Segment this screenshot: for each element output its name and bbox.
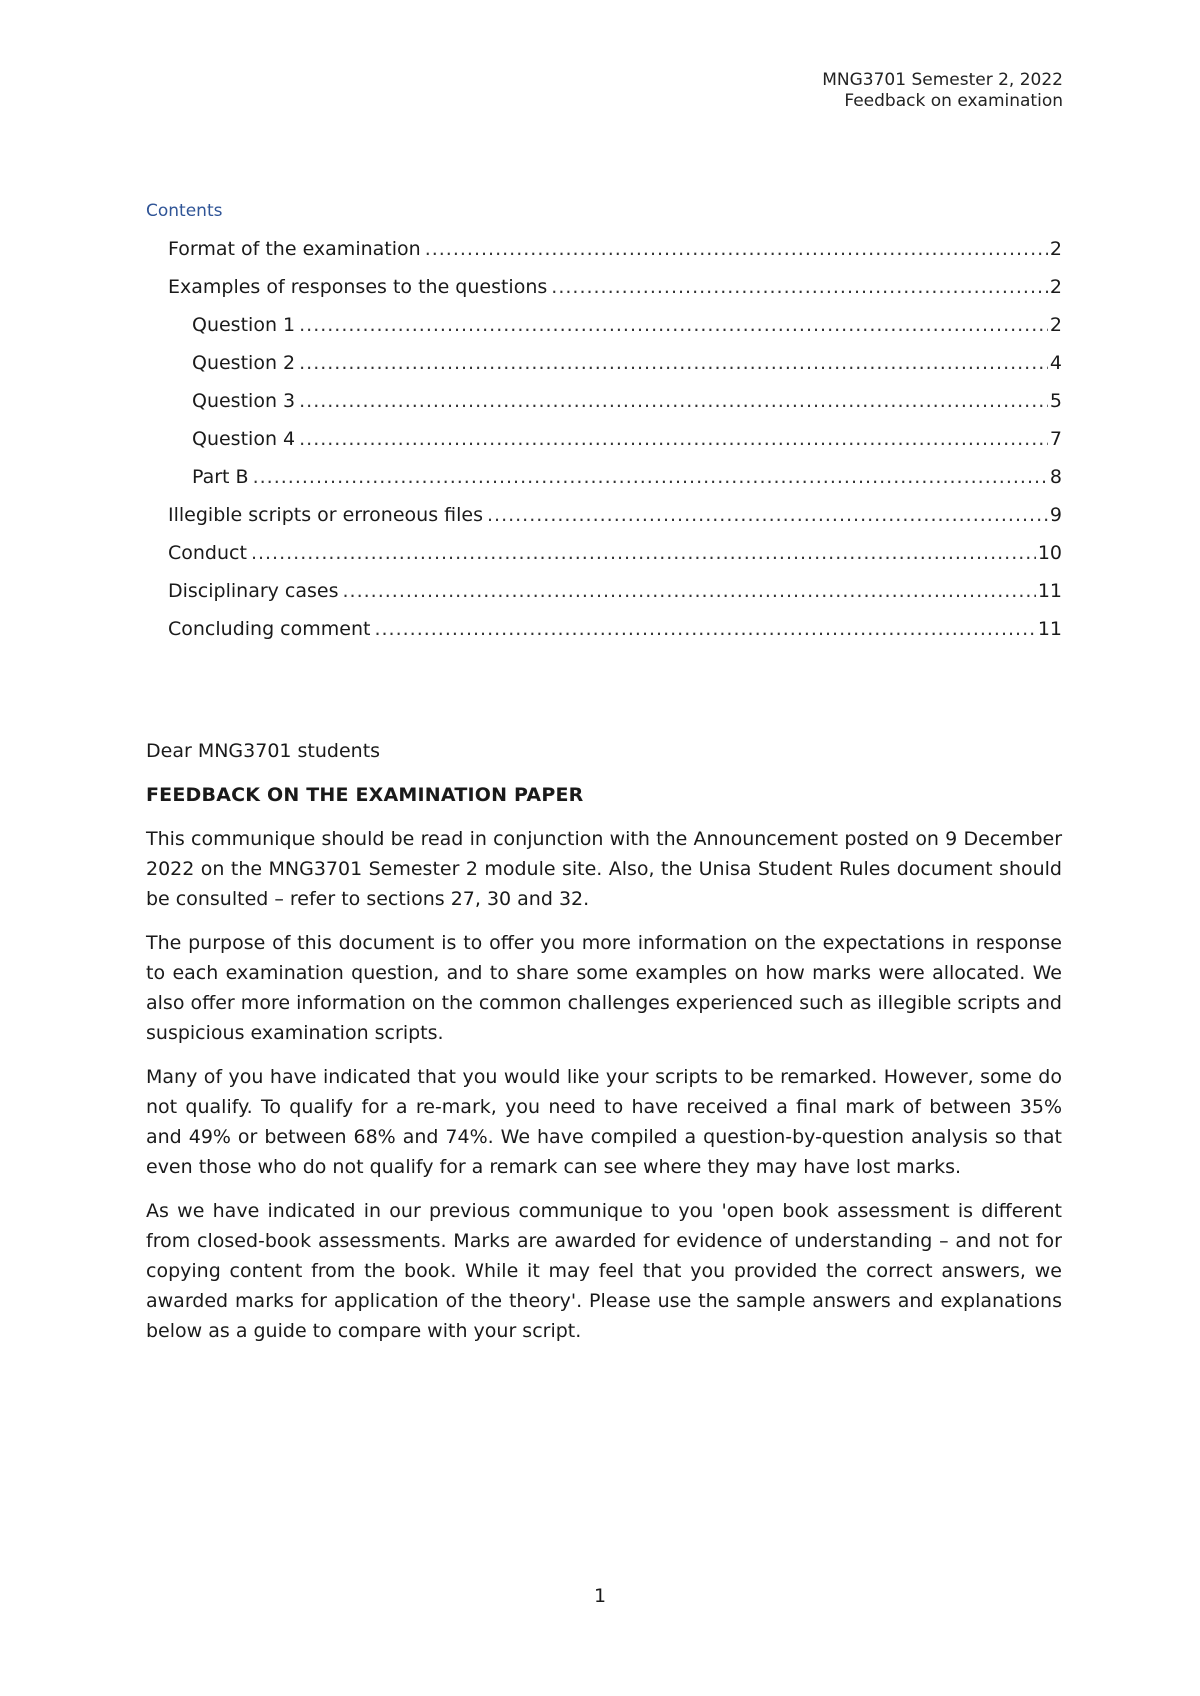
- toc-entry-question-1[interactable]: [146, 306, 1062, 344]
- paragraph: This communique should be read in conjunction with the Announcement posted on 9 December 2022 on the MNG3701 Semester 2 module site. Also, the Unisa Student Rules document should be consulted – refer to sections 27, 30 and 32.: [146, 828, 1062, 910]
- toc-entry-page: 2: [1049, 238, 1062, 260]
- toc-entry-page: 4: [1049, 352, 1062, 374]
- toc-entry-conduct[interactable]: [146, 534, 1062, 572]
- toc-entry-label: Part B: [192, 466, 249, 488]
- toc-entry-label: Examples of responses to the questions: [168, 276, 548, 298]
- toc-title: Contents: [146, 201, 223, 221]
- toc-entry-page: 7: [1049, 428, 1062, 450]
- toc-entry-disciplinary-cases[interactable]: [146, 572, 1062, 610]
- toc-leader-dots: [251, 534, 1036, 572]
- paragraph: Many of you have indicated that you would like your scripts to be remarked. However, some do not qualify. To qualify for a re-mark, you need to have received a final mark of between 35% and 49% or between 68% and 74%. We have compiled a question-by-question analysis so that even those who do not qualify for a remark can see where they may have lost marks.: [146, 1066, 1062, 1178]
- toc-entry-question-4[interactable]: [146, 420, 1062, 458]
- toc-entry-illegible-scripts[interactable]: [146, 496, 1062, 534]
- toc-entry-label: Conduct: [168, 542, 247, 564]
- paragraph: As we have indicated in our previous communique to you 'open book assessment is different from closed-book assessments. Marks are awarded for evidence of understanding – and not for copying content from the book. While it may feel that you provided the correct answers, we awarded marks for application of the theory'. Please use the sample answers and explanations below as a guide to compare with your script.: [146, 1200, 1062, 1342]
- toc-leader-dots: [299, 382, 1048, 420]
- toc-entry-label: Concluding comment: [168, 618, 371, 640]
- toc-entry-label: Question 1: [192, 314, 296, 336]
- toc-entry-page: 11: [1037, 580, 1062, 602]
- toc-leader-dots: [425, 230, 1048, 268]
- toc-entry-page: 9: [1049, 504, 1062, 526]
- letter-body: [146, 736, 1062, 1360]
- toc-entry-page: 2: [1049, 314, 1062, 336]
- toc-leader-dots: [253, 458, 1048, 496]
- toc-leader-dots: [374, 610, 1035, 648]
- page-header: [822, 70, 1063, 112]
- page-number: 1: [593, 1585, 607, 1607]
- toc-leader-dots: [343, 572, 1036, 610]
- toc-leader-dots: [299, 420, 1048, 458]
- toc-entry-label: Format of the examination: [168, 238, 421, 260]
- toc-leader-dots: [299, 344, 1048, 382]
- letter-heading: FEEDBACK ON THE EXAMINATION PAPER: [146, 784, 584, 806]
- toc-entry-examples[interactable]: [146, 268, 1062, 306]
- toc-entry-page: 2: [1049, 276, 1062, 298]
- toc-entry-question-2[interactable]: [146, 344, 1062, 382]
- toc-entry-label: Question 4: [192, 428, 296, 450]
- toc-entry-label: Disciplinary cases: [168, 580, 339, 602]
- toc-entry-label: Question 3: [192, 390, 296, 412]
- toc-entry-part-b[interactable]: [146, 458, 1062, 496]
- table-of-contents: [146, 200, 1062, 648]
- toc-leader-dots: [487, 496, 1048, 534]
- toc-entry-concluding-comment[interactable]: [146, 610, 1062, 648]
- paragraph: The purpose of this document is to offer you more information on the expectations in response to each examination question, and to share some examples on how marks were allocated. We also offer more information on the common challenges experienced such as illegible scripts and suspicious examination scripts.: [146, 932, 1062, 1044]
- toc-entry-question-3[interactable]: [146, 382, 1062, 420]
- toc-entry-page: 11: [1037, 618, 1062, 640]
- toc-entry-page: 5: [1049, 390, 1062, 412]
- salutation: Dear MNG3701 students: [146, 740, 381, 762]
- toc-leader-dots: [299, 306, 1048, 344]
- header-course-semester: MNG3701 Semester 2, 2022: [822, 70, 1063, 90]
- toc-entry-page: 10: [1037, 542, 1062, 564]
- toc-leader-dots: [551, 268, 1048, 306]
- toc-entry-page: 8: [1049, 466, 1062, 488]
- toc-entry-label: Question 2: [192, 352, 296, 374]
- toc-entry-label: Illegible scripts or erroneous files: [168, 504, 483, 526]
- toc-entry-format[interactable]: [146, 230, 1062, 268]
- header-document-title: Feedback on examination: [844, 91, 1063, 111]
